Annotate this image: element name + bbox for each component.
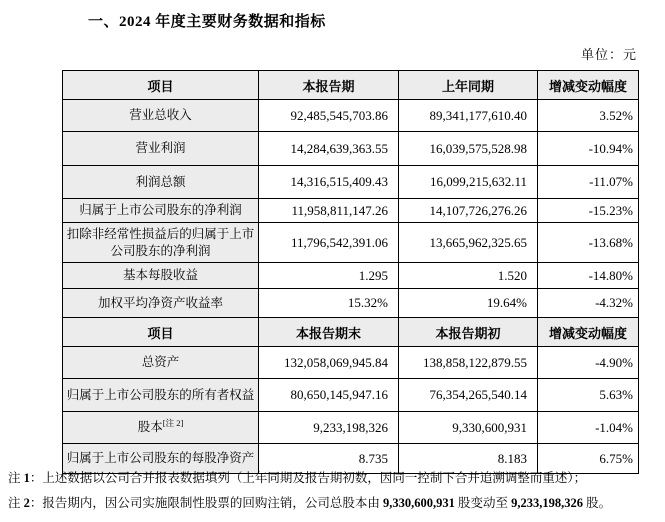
header-cell-current: 本报告期	[259, 71, 399, 100]
item-label: 总资产	[141, 355, 180, 370]
current-value-cell: 8.735	[259, 444, 399, 474]
change-value-cell: -4.32%	[538, 289, 639, 318]
current-value-cell: 132,058,069,945.84	[259, 347, 399, 379]
change-value-cell: -14.80%	[538, 263, 639, 289]
item-label: 基本每股收益	[122, 268, 198, 283]
prior-value-cell: 9,330,600,931	[399, 412, 538, 444]
item-cell	[63, 289, 259, 318]
table-row	[63, 289, 639, 318]
item-label: 归属于上市公司股东的所有者权益	[66, 387, 255, 402]
prior-value-cell: 1.520	[399, 263, 538, 289]
item-cell	[63, 100, 259, 132]
current-value-cell: 80,650,145,947.16	[259, 379, 399, 412]
table-row	[63, 166, 639, 199]
prior-value-cell: 13,665,962,325.65	[399, 223, 538, 263]
item-cell	[63, 379, 259, 412]
item-label: 营业总收入	[129, 108, 192, 123]
header-cell-prior: 本报告期初	[399, 318, 538, 347]
current-value-cell: 11,796,542,391.06	[259, 223, 399, 263]
financial-data-table	[62, 70, 639, 474]
item-cell	[63, 412, 259, 444]
item-label: 归属于上市公司股东的净利润	[79, 203, 242, 218]
prior-value-cell: 14,107,726,276.26	[399, 199, 538, 223]
current-value-cell: 14,284,639,363.55	[259, 132, 399, 166]
table-row	[63, 263, 639, 289]
change-value-cell: -11.07%	[538, 166, 639, 199]
table-header-row	[63, 318, 639, 347]
financial-table-body	[63, 71, 639, 474]
table-row	[63, 347, 639, 379]
note-text-segment: 股。	[583, 496, 612, 510]
table-header-row	[63, 71, 639, 100]
note-text-segment: ：报告期内，因公司实施限制性股票的回购注销，公司总股本由	[29, 496, 384, 510]
note-text-segment: 2	[23, 496, 30, 510]
header-cell-current: 本报告期末	[259, 318, 399, 347]
prior-value-cell: 16,039,575,528.98	[399, 132, 538, 166]
current-value-cell: 11,958,811,147.26	[259, 199, 399, 223]
prior-value-cell: 16,099,215,632.11	[399, 166, 538, 199]
change-value-cell: 6.75%	[538, 444, 639, 474]
note-line	[8, 466, 660, 491]
change-value-cell: 5.63%	[538, 379, 639, 412]
item-label: 营业利润	[135, 141, 186, 156]
page-title: 一、2024 年度主要财务数据和指标	[88, 14, 326, 30]
note-text-segment: 股变动至	[454, 496, 512, 510]
unit-label: 单位：元	[580, 47, 637, 62]
prior-value-cell: 76,354,265,540.14	[399, 379, 538, 412]
change-value-cell: -10.94%	[538, 132, 639, 166]
item-cell	[63, 347, 259, 379]
item-label: 加权平均净资产收益率	[97, 295, 223, 310]
current-value-cell: 1.295	[259, 263, 399, 289]
current-value-cell: 92,485,545,703.86	[259, 100, 399, 132]
note-text-segment: 注	[8, 471, 24, 485]
header-cell-change: 增减变动幅度	[538, 318, 639, 347]
change-value-cell: -4.90%	[538, 347, 639, 379]
table-row	[63, 412, 639, 444]
change-value-cell: -13.68%	[538, 223, 639, 263]
prior-value-cell: 8.183	[399, 444, 538, 474]
prior-value-cell: 138,858,122,879.55	[399, 347, 538, 379]
item-cell	[63, 223, 259, 263]
prior-value-cell: 19.64%	[399, 289, 538, 318]
note-text-segment: 注	[8, 496, 24, 510]
prior-value-cell: 89,341,177,610.40	[399, 100, 538, 132]
item-label: 扣除非经常性损益后的归属于上市公司股东的净利润	[66, 226, 255, 258]
item-cell	[63, 263, 259, 289]
note-text-segment: ：上述数据以公司合并报表数据填列（上年同期及报告期初数，因同一控制下合并追溯调整而重述）；	[29, 471, 587, 485]
note-text-segment: 9,330,600,931	[383, 496, 455, 510]
change-value-cell: 3.52%	[538, 100, 639, 132]
header-cell-item: 项目	[63, 318, 259, 347]
note-text-segment: 9,233,198,326	[511, 496, 584, 510]
note-reference: [注 2]	[162, 417, 184, 428]
change-value-cell: -1.04%	[538, 412, 639, 444]
item-label: 利润总额	[135, 174, 186, 189]
item-label: 归属于上市公司股东的每股净资产	[66, 451, 255, 466]
notes	[8, 466, 660, 516]
item-cell	[63, 132, 259, 166]
table-row	[63, 100, 639, 132]
note-text-segment: 1	[23, 471, 30, 485]
table-row	[63, 223, 639, 263]
change-value-cell: -15.23%	[538, 199, 639, 223]
item-label: 股本	[137, 420, 163, 435]
item-cell	[63, 199, 259, 223]
current-value-cell: 14,316,515,409.43	[259, 166, 399, 199]
header-cell-prior: 上年同期	[399, 71, 538, 100]
header-cell-item: 项目	[63, 71, 259, 100]
current-value-cell: 15.32%	[259, 289, 399, 318]
table-row	[63, 132, 639, 166]
table-row	[63, 199, 639, 223]
item-cell	[63, 166, 259, 199]
current-value-cell: 9,233,198,326	[259, 412, 399, 444]
note-line	[8, 491, 660, 516]
table-row	[63, 379, 639, 412]
header-cell-change: 增减变动幅度	[538, 71, 639, 100]
